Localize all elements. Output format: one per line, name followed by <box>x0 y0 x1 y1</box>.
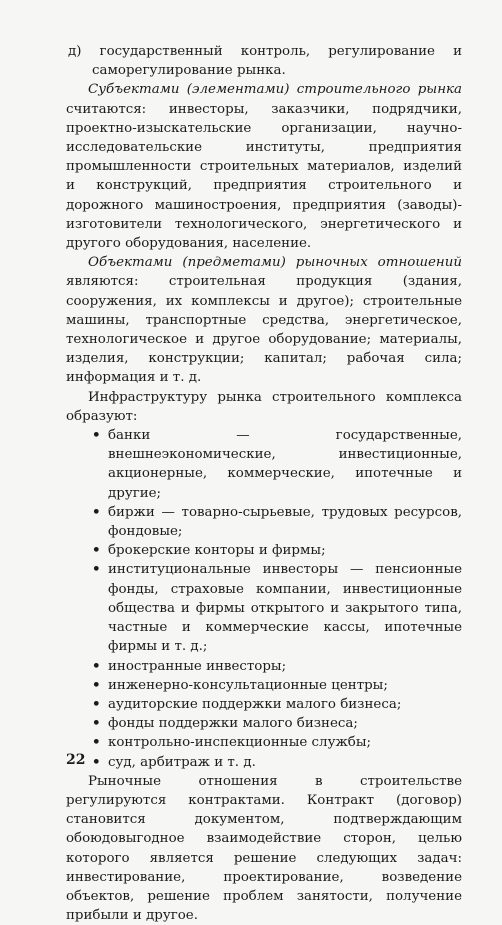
list-item <box>92 426 462 503</box>
bullet-marker: • <box>92 676 101 693</box>
page-number: 22 <box>66 752 86 768</box>
bullet-marker: • <box>92 734 101 751</box>
bullet-marker: • <box>92 695 101 712</box>
list-item <box>92 503 462 541</box>
list-item <box>92 714 462 733</box>
paragraph-item-d: д) государственный контроль, регулирование и саморегулирование рынка. <box>68 44 462 79</box>
subjects-term: Субъектами (элементами) строительного рынка <box>88 82 462 98</box>
list-item-text: иностранные инвесторы; <box>108 658 287 674</box>
list-item <box>92 676 462 695</box>
infrastructure-list <box>66 426 462 772</box>
list-item-text: инженерно-консультационные центры; <box>108 677 388 693</box>
paragraph-closing: Рыночные отношения в строительстве регулируются контрактами. Контракт (договор) становится документом, подтверждающим обоюдовыгодное взаимодействие сторон, целью которого является решение следующих задач: инвестирование, проектирование, возведение объектов, решение проблем занятости, получение прибыли и другое. <box>66 773 462 924</box>
list-item-text: суд, арбитраж и т. д. <box>108 754 256 770</box>
paragraph-objects <box>66 253 462 387</box>
bullet-marker: • <box>92 715 101 732</box>
list-item <box>92 733 462 752</box>
list-item <box>92 695 462 714</box>
list-item-text: аудиторские поддержки малого бизнеса; <box>108 696 402 712</box>
bullet-marker: • <box>92 542 101 559</box>
list-item <box>92 541 462 560</box>
list-item <box>92 560 462 656</box>
subjects-text: считаются: инвесторы, заказчики, подрядчики, проектно-изыскательские организации, научно-исследовательские институты, предприятия промышленности строительных материалов, изделий и конструкций, предприятия строительного и дорожного машиностроения, предприятия (заводы)-изготовители технологического, энергетического и другого оборудования, население. <box>66 101 462 252</box>
list-item-text: биржи — товарно-сырьевые, трудовых ресурсов, фондовые; <box>108 504 462 540</box>
list-item-text: брокерские конторы и фирмы; <box>108 543 326 559</box>
list-item-text: институциональные инвесторы — пенсионные фонды, страховые компании, инвестиционные общества и фирмы открытого и закрытого типа, частные и коммерческие кассы, ипотечные фирмы и т. д.; <box>108 562 462 655</box>
objects-text: являются: строительная продукция (здания, сооружения, их комплексы и другое); строительные машины, транспортные средства, энергетическое, технологическое и другое оборудование; материалы, изделия, конструкции; капитал; рабочая сила; информация и т. д. <box>66 274 462 386</box>
bullet-marker: • <box>92 503 101 520</box>
paragraph-infrastructure-intro: Инфраструктуру рынка строительного комплекса образуют: <box>66 389 462 424</box>
list-item-text: банки — государственные, внешнеэкономические, инвестиционные, акционерные, коммерческие, ипотечные и другие; <box>108 428 462 501</box>
list-item-text: фонды поддержки малого бизнеса; <box>108 716 358 732</box>
bullet-marker: • <box>92 427 101 444</box>
objects-term: Объектами (предметами) рыночных отношений <box>88 255 462 271</box>
bullet-marker: • <box>92 657 101 674</box>
list-item <box>92 657 462 676</box>
list-item <box>92 753 462 772</box>
list-item-text: контрольно-инспекционные службы; <box>108 735 371 751</box>
bullet-marker: • <box>92 753 101 770</box>
paragraph-subjects <box>66 80 462 253</box>
bullet-marker: • <box>92 561 101 578</box>
